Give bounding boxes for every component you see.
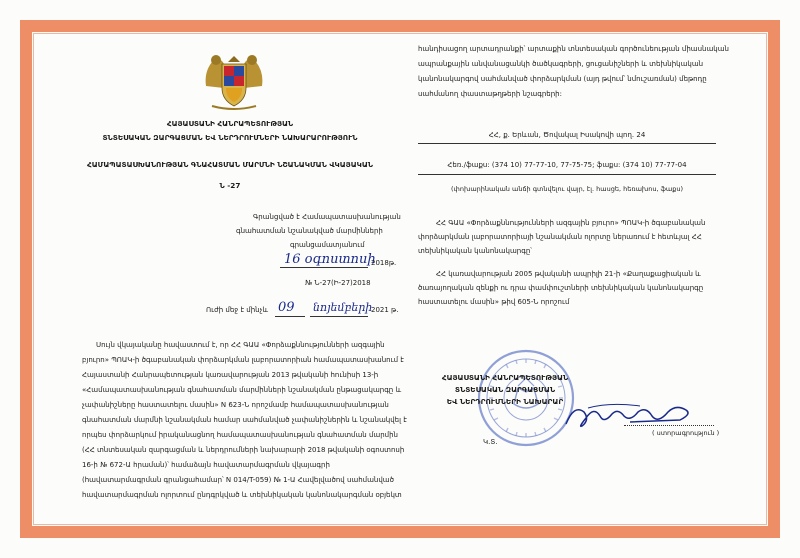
coat-of-arms-icon (202, 50, 266, 112)
body-line: հավատարմագրման ոլորտում ընդգրկված և տեխնիկական կանոնակարգման օբյեկտ (82, 491, 402, 499)
registration-year: 2018թ. (371, 259, 397, 267)
body-line: 16-ի № 672-Ա հրաման)՝ համաձայն հավատարմագրման վկայագրի (82, 461, 330, 469)
registration-text-1: Գրանցված է Համապատասխանության (253, 213, 401, 221)
regulation-line: հաստատելու մասին» թիվ 605-Ն որոշում (418, 298, 570, 306)
scope-line: ՀՀ ԳԱԱ «Փորձաքննությունների ազգային բյուրո» ՊՈԱԿ-ի ծգաբանական (436, 219, 706, 227)
registration-text-2: գնահատման նշանակված մարմինների (236, 227, 383, 235)
body-line: չափանիշները հաստատելու մասին» N 623-Ն որոշմամբ համապատասխանության (82, 401, 389, 409)
address: ՀՀ, ք. Երևան, Ծովակալ Իսակովի պող. 24 (488, 131, 646, 139)
valid-year: 2021 թ. (371, 306, 399, 314)
minister-title-2: ՏՆՏԵՍԱԿԱՆ ԶԱՐԳԱՑՄԱՆ (454, 385, 556, 394)
body-line: Սույն վկայականը հավաստում է, որ ՀՀ ԳԱԱ «Փորձաքննությունների ազգային (96, 341, 385, 349)
body-line: բյուրո» ՊՈԱԿ-ի ծգաբանական փորձարկման լաբորատորիան համապատասխանում է (82, 356, 404, 364)
registration-date-line (280, 267, 368, 268)
body-line: Հայաստանի Հանրապետության կառավարության 2013 թվականի հունիսի 13-ի (82, 371, 379, 379)
scope-line: փորձարկման լաբորատորիայի նշանակման ոլորտը ներառում է հետևյալ ՀՀ (418, 233, 702, 241)
body-line: որպես փորձարկում իրականացնող համապատասխանության գնահատման մարմին (82, 431, 398, 439)
registration-number: № Ն-27(Ի-27)2018 (305, 279, 371, 287)
phone-line (418, 174, 716, 175)
contact-caption: (փոխարինական անճի գտնվելու վայր, էլ. հասցե, հեռախոս, ֆաքս) (450, 185, 683, 193)
handwritten-signature (560, 398, 700, 432)
valid-until-label: Ուժի մեջ է մինչև (206, 306, 269, 314)
address-line (418, 143, 716, 144)
scope-line: տեխնիկական կանոնակարգը՝ (418, 247, 532, 255)
valid-month-handwritten: նոյեմբերի (313, 301, 373, 314)
registration-text-3: գրանցամատյանում (290, 241, 365, 249)
regulation-line: ծառայողական զենքի ու դրա փամփուշտների տեխնիկական կանոնակարգը (418, 284, 704, 292)
body-line: «Համապատասխանության գնահատման մարմինների նշանակման ընթացակարգը և (82, 386, 402, 394)
intro-line: սահմանող փաստաթղթերի նշագրերի: (418, 90, 562, 98)
minister-title-3: ԵՎ ՆԵՐԴՐՈՒՄՆԵՐԻ ՆԱԽԱՐԱՐ (446, 397, 564, 406)
valid-day-handwritten: 09 (278, 300, 295, 315)
body-line: (հավատարմագրման գրանցահամար՝ N 014/T-059) № 1-Ա Հավելվածով սահմանված (82, 476, 394, 484)
republic-name: ՀԱՅԱՍՏԱՆԻ ՀԱՆՐԱՊԵՏՈՒԹՅԱՆ (166, 119, 294, 128)
valid-month-line (310, 316, 368, 317)
minister-title-1: ՀԱՅԱՍՏԱՆԻ ՀԱՆՐԱՊԵՏՈՒԹՅԱՆ (441, 373, 569, 382)
valid-day-line (275, 316, 305, 317)
certificate-title: ՀԱՄԱՊԱՏԱՍԽԱՆՈՒԹՅԱՆ ԳՆԱՀԱՏՄԱՆ ՄԱՐՄՆԻ ՆՇԱՆԱԿՄԱՆ ՎԿԱՅԱԿԱՆ (86, 160, 374, 169)
certificate-number: Ն -27 (219, 181, 241, 190)
intro-line: կանոնակարգով սահմանված փորձարկման (այդ թվում՝ նմուշառման) մեթոդը (418, 75, 707, 83)
regulation-line: ՀՀ կառավարության 2005 թվականի ապրիլի 21-ի «Քաղաքացիական և (436, 270, 701, 278)
body-line: (ՀՀ տնտեսական զարգացման և ներդրումների նախարարի 2018 թվականի օգոստոսի (82, 446, 405, 454)
intro-line: հանդիսացող արտադրանքի՝ արտաքին տնտեսական գործունեության միասնական (418, 45, 729, 53)
body-line: գնահատման մարմնի նշանակման համար սահմանված չափանիշներին և նշանակվել է (82, 416, 407, 424)
seal-place-label: Կ.Տ. (483, 438, 498, 446)
phone-fax: Հեռ./ֆաքս: (374 10) 77-77-10, 77-75-75; ֆաքս: (374 10) 77-77-04 (447, 161, 687, 169)
registration-date-handwritten: 16 օգոստոսի (284, 252, 376, 267)
intro-line: ապրանքային անվանացանկի ծածկագրերի, ցուցանիշների և տեխնիկական (418, 60, 704, 68)
signature-line (624, 425, 714, 426)
ministry-name: ՏՆՏԵՍԱԿԱՆ ԶԱՐԳԱՑՄԱՆ ԵՎ ՆԵՐԴՐՈՒՄՆԵՐԻ ՆԱԽԱՐԱՐՈՒԹՅՈՒՆ (102, 133, 358, 142)
signature-caption: ( ստորագրություն ) (652, 429, 720, 437)
